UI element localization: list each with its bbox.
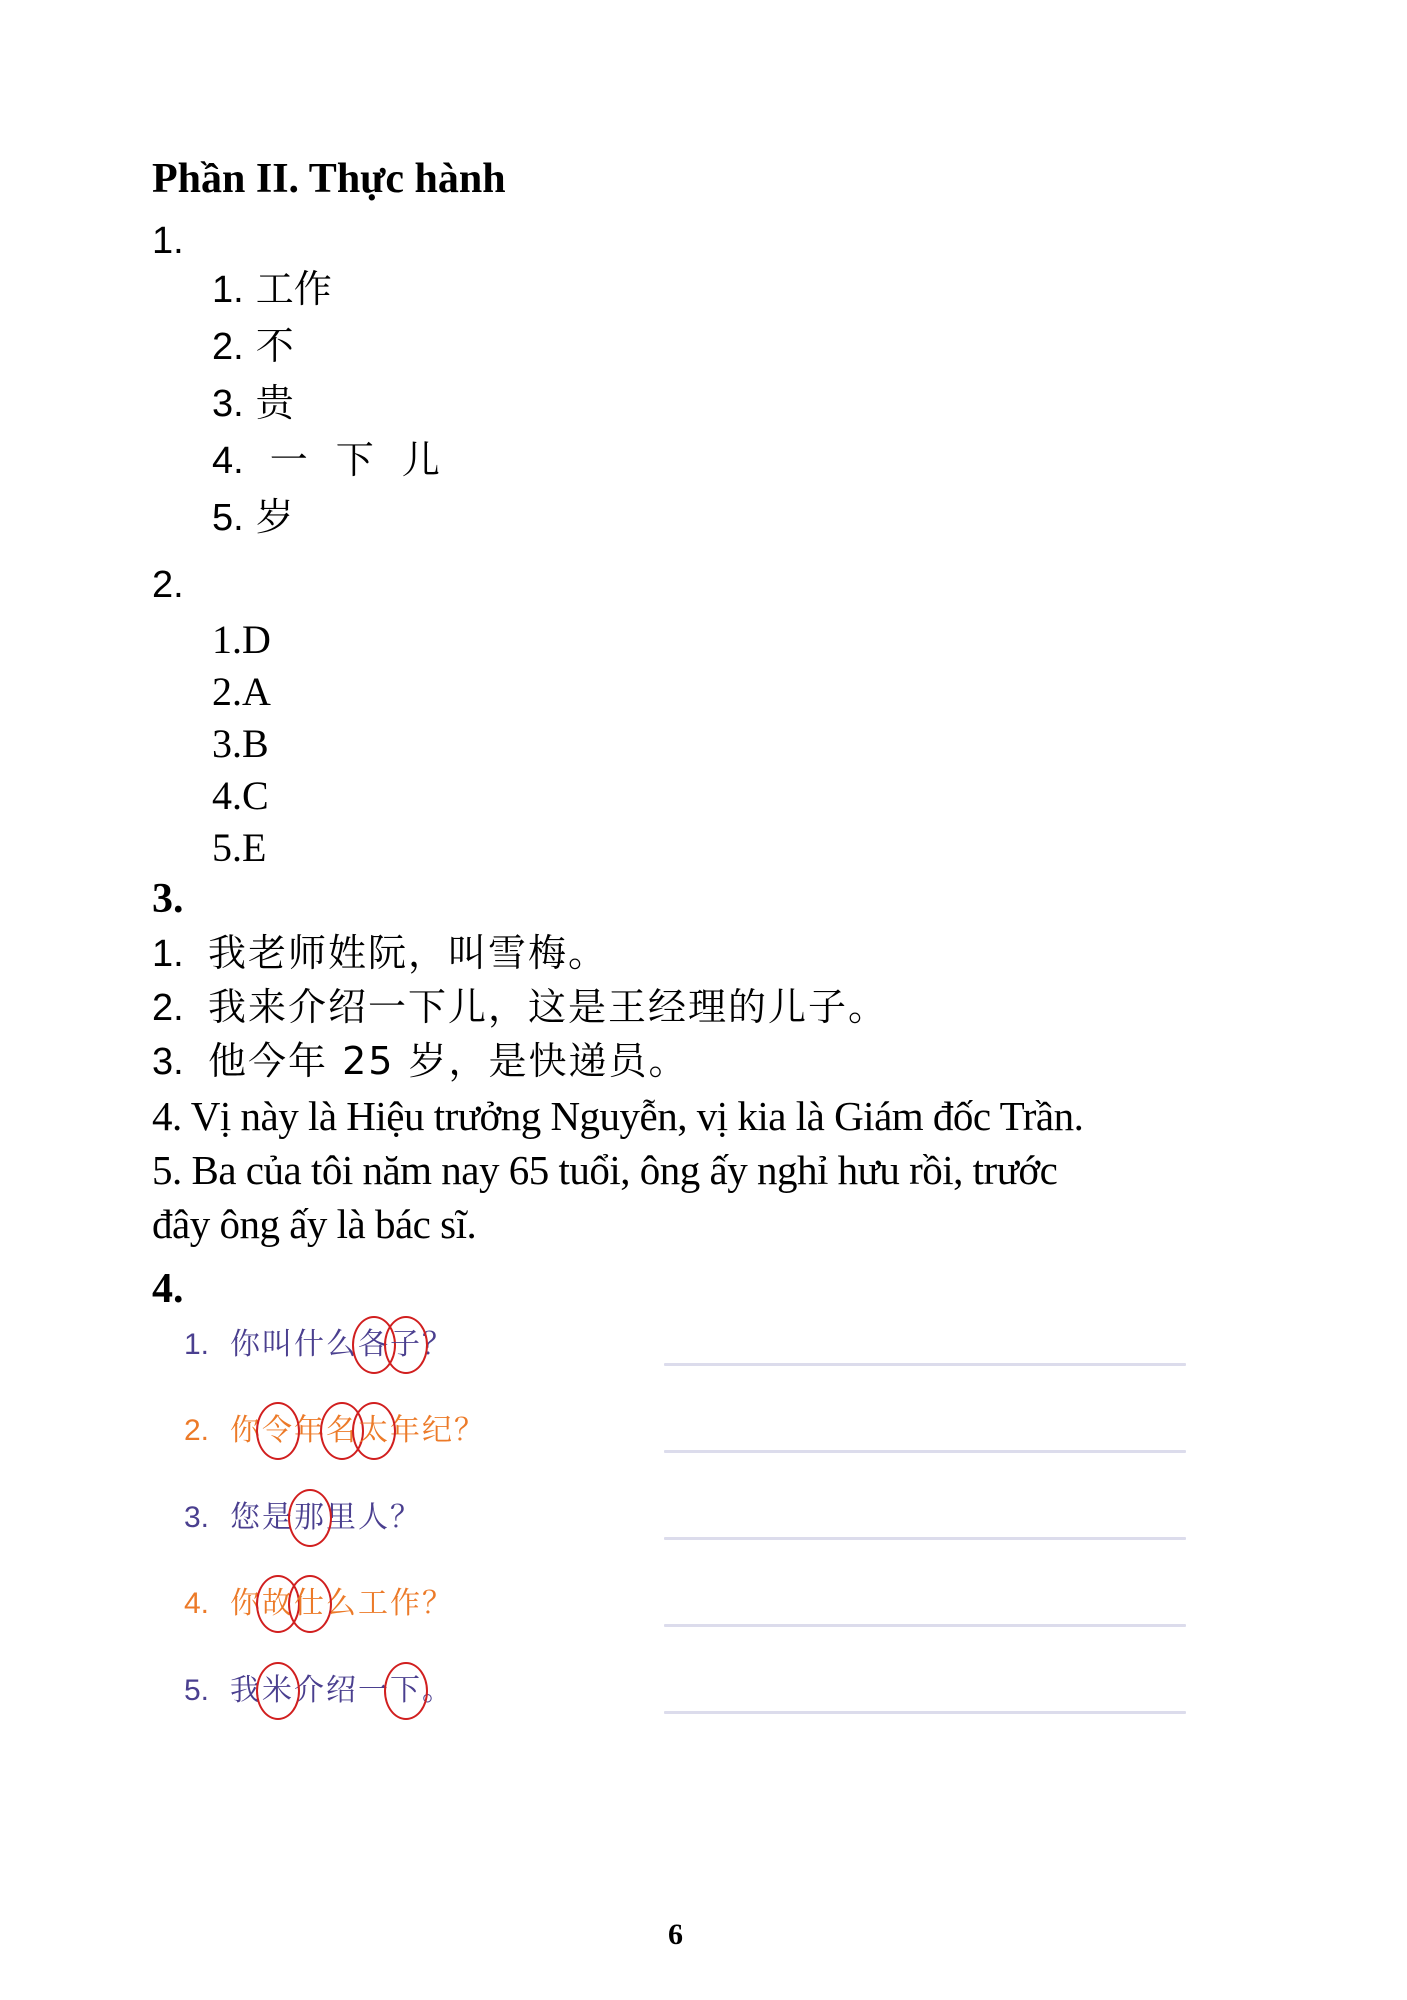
sentence-part: 介绍一 <box>294 1673 390 1708</box>
answer-line[interactable] <box>664 1537 1186 1540</box>
item-number: 4. <box>184 1587 210 1620</box>
item-number: 1. <box>212 269 244 311</box>
item-number: 2. <box>212 326 244 368</box>
item-number: 1. <box>184 1328 210 1361</box>
exercise-3-item: 5. Ba của tôi năm nay 65 tuổi, ông ấy nghỉ hưu rồi, trước <box>152 1147 1058 1193</box>
circled-error-character: 仕 <box>294 1586 326 1621</box>
sentence-part: 您是 <box>230 1500 294 1535</box>
item-number: 5. <box>184 1674 210 1707</box>
exercise-4-item <box>184 1586 454 1621</box>
sentence-part: 。 <box>422 1673 454 1708</box>
exercise-3-item: 4. Vị này là Hiệu trưởng Nguyễn, vị kia là Giám đốc Trần. <box>152 1093 1084 1139</box>
exercise-1-item <box>212 438 448 482</box>
circled-error-character: 名 <box>326 1413 358 1448</box>
item-answer: 贵 <box>255 381 294 425</box>
exercise-3-item <box>152 931 609 975</box>
circled-error-character: 太 <box>358 1413 390 1448</box>
exercise-4-label: 4. <box>152 1266 184 1312</box>
exercise-4-item <box>184 1500 422 1535</box>
item-answer: 岁 <box>255 495 294 539</box>
exercise-4-item <box>184 1327 454 1362</box>
answer-line[interactable] <box>664 1624 1186 1627</box>
exercise-3-item <box>152 985 889 1029</box>
answer-line[interactable] <box>664 1363 1186 1366</box>
exercise-1-label: 1. <box>152 220 184 262</box>
circled-error-character: 那 <box>294 1500 326 1535</box>
exercise-2-item: 3.B <box>212 721 269 766</box>
item-answer: 工作 <box>255 267 332 311</box>
circled-error-character: 米 <box>262 1673 294 1708</box>
sentence-part: 你 <box>230 1413 262 1448</box>
circled-error-character: 各 <box>358 1327 390 1362</box>
exercise-3-label: 3. <box>152 876 184 922</box>
item-number: 2. <box>184 1414 210 1447</box>
exercise-2-label: 2. <box>152 564 184 606</box>
sentence-part: ？ <box>422 1327 454 1362</box>
sentence-part: 年 <box>294 1413 326 1448</box>
sentence-part: 里人？ <box>326 1500 422 1535</box>
item-answer: 不 <box>255 324 294 368</box>
exercise-2-item: 4.C <box>212 773 269 818</box>
exercise-2-item: 2.A <box>212 669 271 714</box>
exercise-4-item <box>184 1413 486 1448</box>
exercise-2-item: 1.D <box>212 617 271 662</box>
circled-error-character: 故 <box>262 1586 294 1621</box>
sentence-part: 你叫什么 <box>230 1327 358 1362</box>
exercise-1-item <box>212 324 294 368</box>
item-number: 3. <box>184 1501 210 1534</box>
exercise-3-item-continued: đây ông ấy là bác sĩ. <box>152 1201 477 1247</box>
item-sentence: 他今年 25 岁，是快递员。 <box>208 1039 689 1083</box>
exercise-1-item <box>212 381 294 425</box>
exercise-1-item <box>212 267 332 311</box>
item-sentence: 我老师姓阮，叫雪梅。 <box>208 931 609 975</box>
circled-error-character: 下 <box>390 1673 422 1708</box>
exercise-3-item <box>152 1039 689 1083</box>
item-sentence: 我来介绍一下儿，这是王经理的儿子。 <box>208 985 889 1029</box>
sentence-part: 我 <box>230 1673 262 1708</box>
item-number: 2. <box>152 987 184 1029</box>
answer-line[interactable] <box>664 1711 1186 1714</box>
exercise-1-item <box>212 495 294 539</box>
item-number: 3. <box>152 1041 184 1083</box>
circled-error-character: 子 <box>390 1327 422 1362</box>
sentence-part: 年纪？ <box>390 1413 486 1448</box>
item-number: 4. <box>212 440 244 482</box>
exercise-2-item: 5.E <box>212 825 267 870</box>
item-answer: 一 下 儿 <box>269 438 448 482</box>
section-title: Phần II. Thực hành <box>152 156 506 202</box>
item-number: 1. <box>152 933 184 975</box>
exercise-4-item <box>184 1673 454 1708</box>
item-number: 3. <box>212 383 244 425</box>
circled-error-character: 令 <box>262 1413 294 1448</box>
item-number: 5. <box>212 497 244 539</box>
sentence-part: 你 <box>230 1586 262 1621</box>
sentence-part: 么工作？ <box>326 1586 454 1621</box>
page-number: 6 <box>668 1918 683 1951</box>
answer-line[interactable] <box>664 1450 1186 1453</box>
